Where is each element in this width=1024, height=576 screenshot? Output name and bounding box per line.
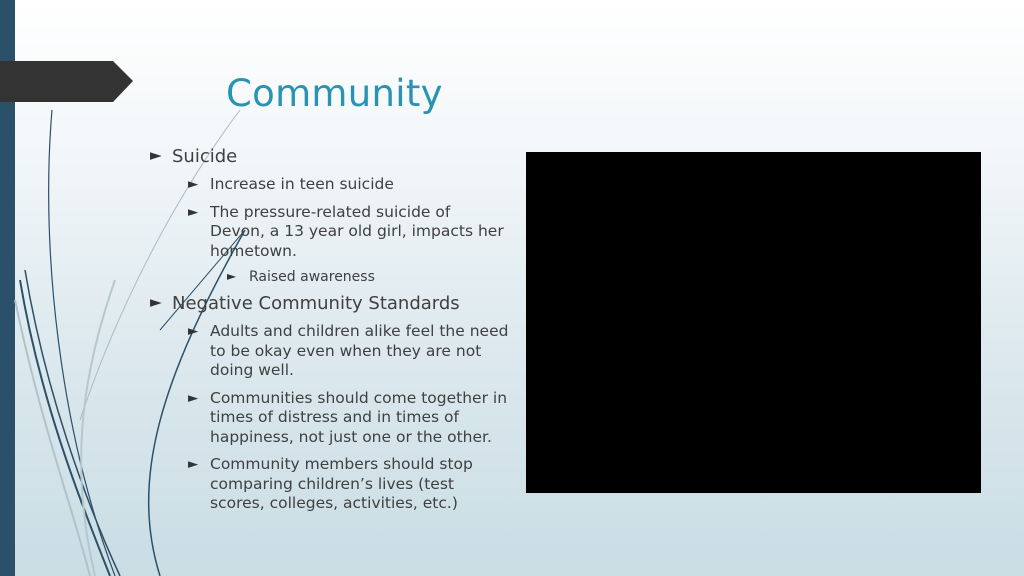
- bullet-arrow-icon: ►: [188, 457, 199, 472]
- bullet-text: Negative Community Standards: [172, 293, 460, 314]
- bullet-arrow-icon: ►: [227, 269, 237, 283]
- bullet-text: Increase in teen suicide: [210, 175, 394, 193]
- bullet-level2: [188, 322, 510, 381]
- bullet-level2: [188, 203, 510, 262]
- bullet-arrow-icon: ►: [188, 324, 199, 339]
- bullet-level1: [150, 293, 510, 314]
- bullet-level2: [188, 389, 510, 448]
- embedded-video-placeholder[interactable]: [526, 152, 981, 493]
- bullet-text: The pressure-related suicide of Devon, a 13 year old girl, impacts her hometown.: [210, 202, 504, 260]
- bullet-level3: [227, 269, 510, 285]
- bullet-text: Communities should come together in times of distress and in times of happiness, not just one or the other.: [210, 388, 508, 446]
- bullet-level1: [150, 146, 510, 167]
- bullet-text: Raised awareness: [249, 269, 375, 285]
- bullet-arrow-icon: ►: [188, 204, 199, 220]
- bullet-arrow-icon: ►: [188, 177, 199, 192]
- bullet-text: Adults and children alike feel the need to be okay even when they are not doing well.: [210, 322, 509, 379]
- slide-title: Community: [226, 72, 443, 115]
- bullet-arrow-icon: ►: [150, 146, 162, 164]
- title-tab-shape: [0, 61, 133, 102]
- slide-body: [150, 138, 510, 514]
- bullet-arrow-icon: ►: [188, 390, 199, 406]
- bullet-level2: [188, 455, 510, 514]
- bullet-arrow-icon: ►: [150, 293, 162, 311]
- bullet-text: Suicide: [172, 146, 238, 167]
- bullet-level2: [188, 175, 510, 195]
- bullet-text: Community members should stop comparing children’s lives (test scores, colleges, activities, etc.): [210, 455, 473, 512]
